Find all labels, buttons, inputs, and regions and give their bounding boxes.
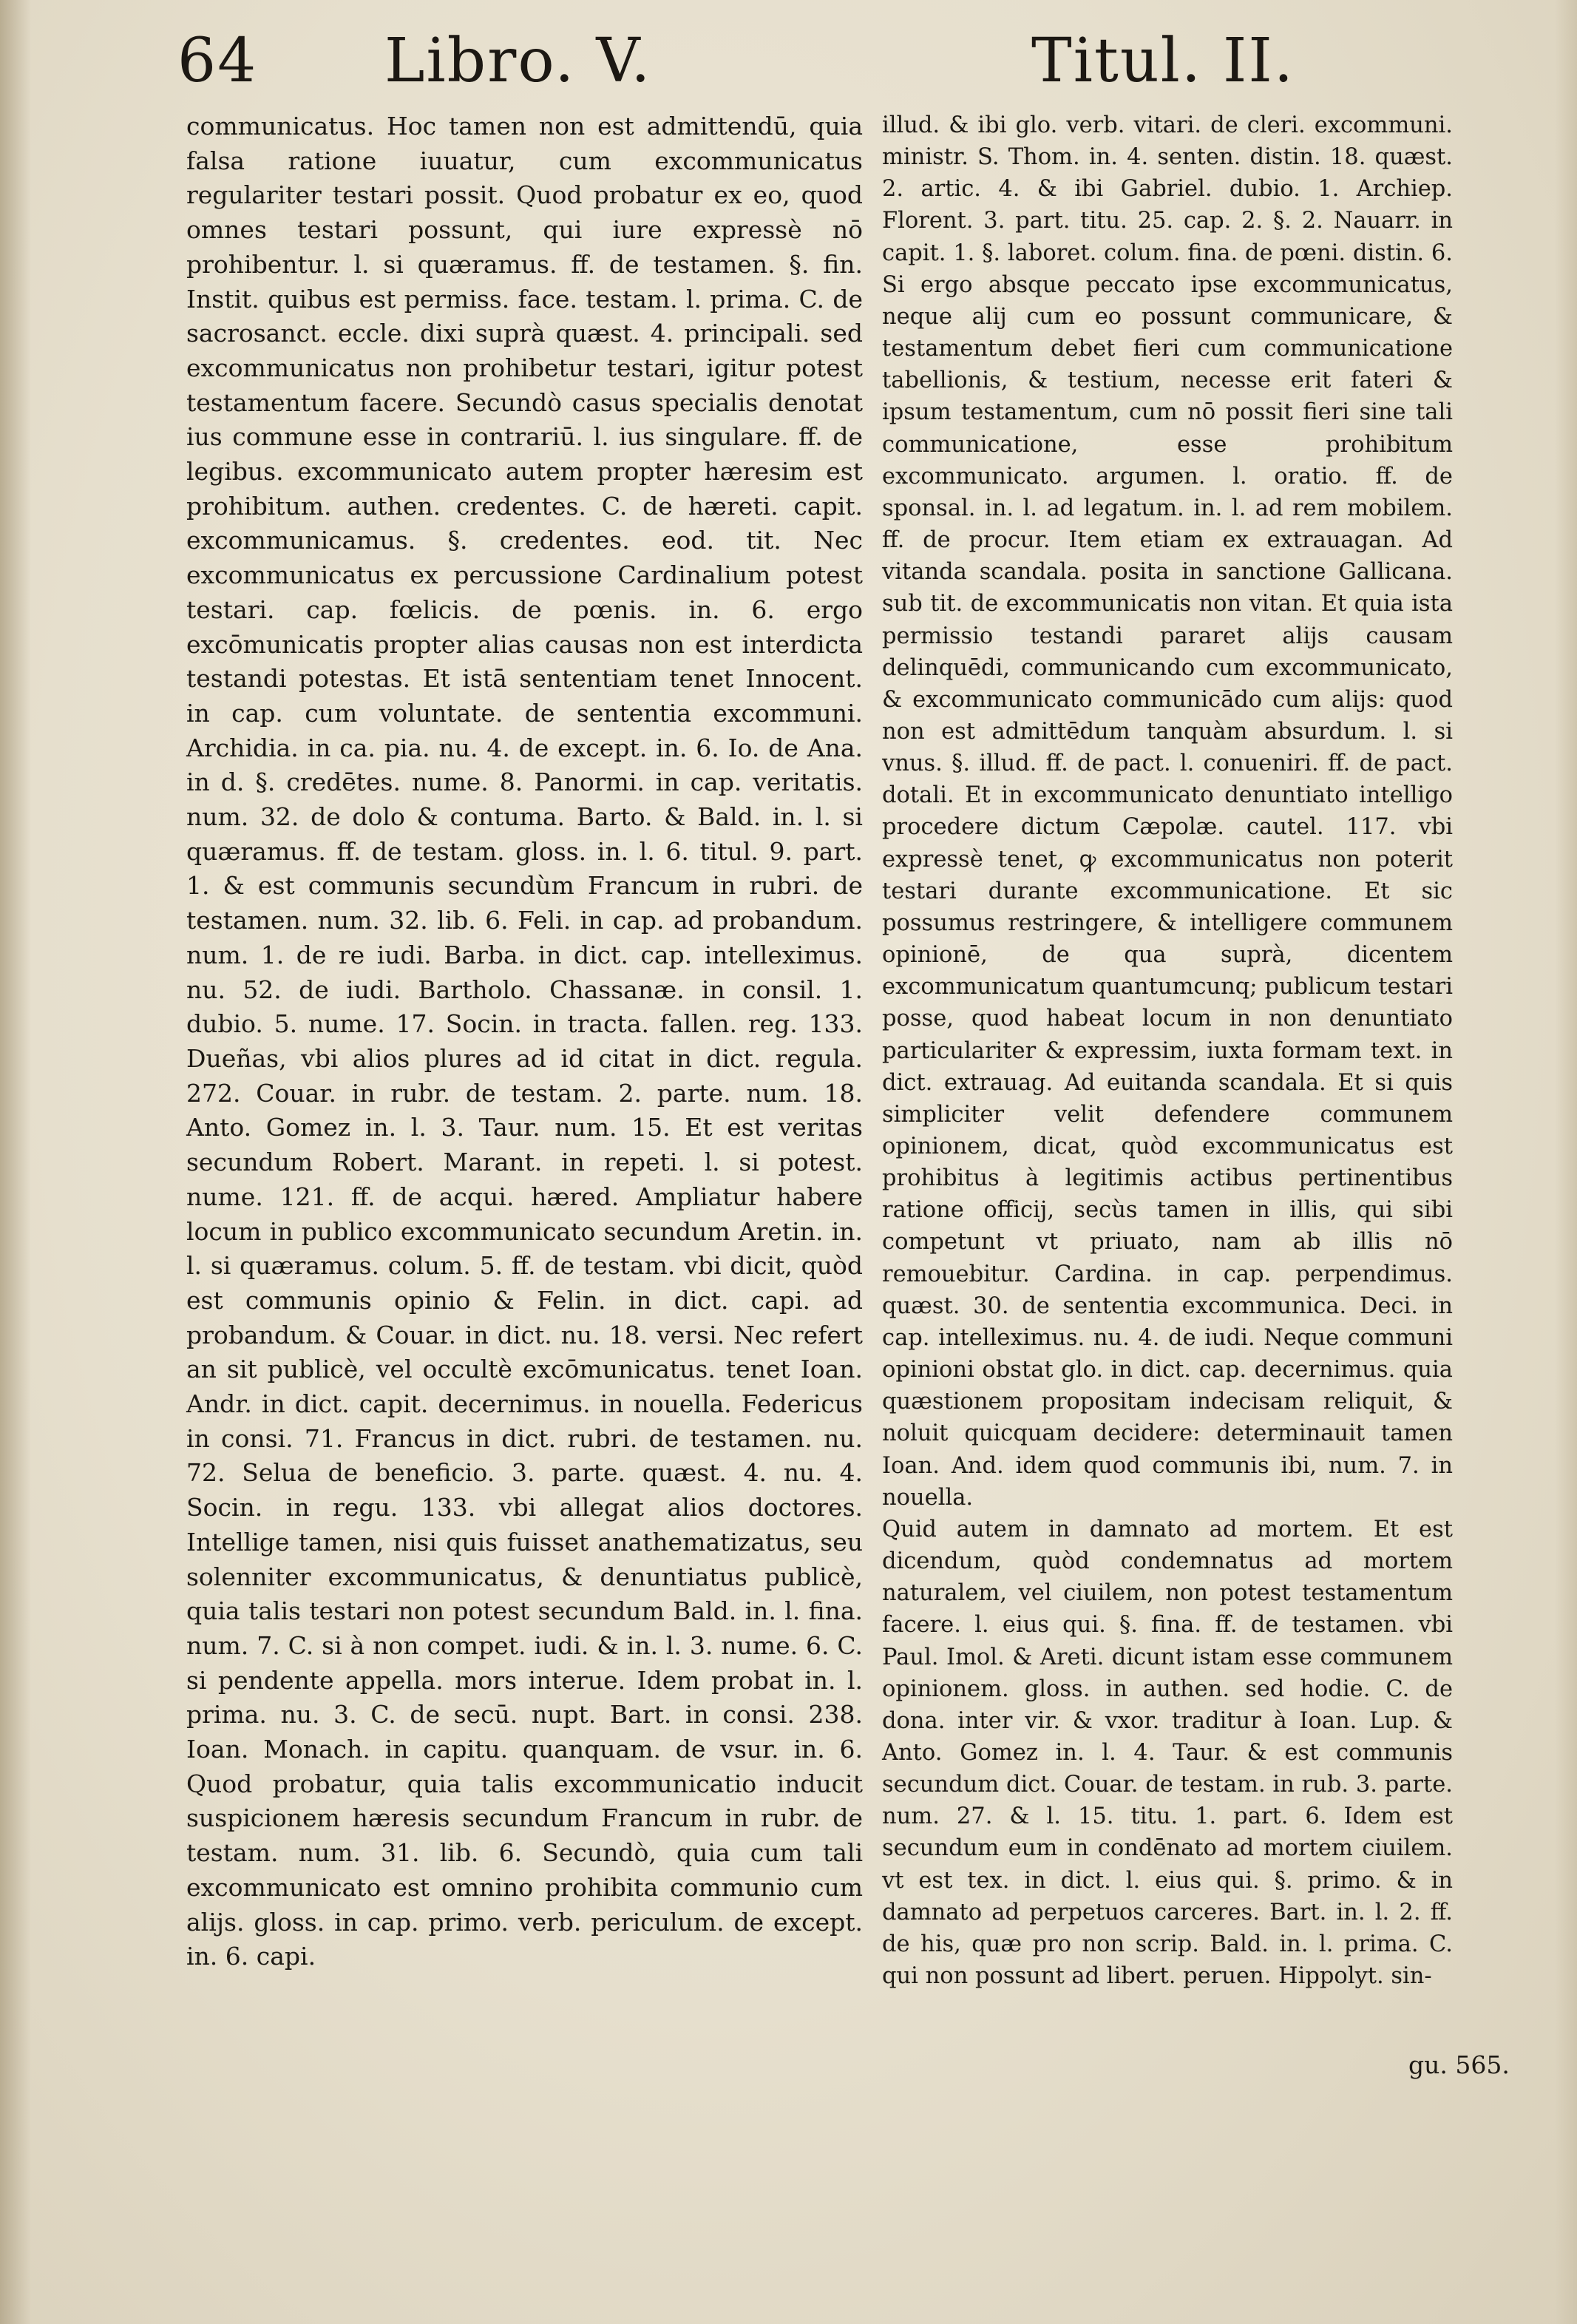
- page-edge: [1555, 0, 1577, 2324]
- right-paragraph: Quid autem in damnato ad mortem. Et est dicendum, quòd condemnatus ad mortem naturalem, vel ciuilem, non potest testamentum facere. l. eius qui. §. fina. ff. de testamen. vbi Paul. Imol. & Areti. dicunt istam esse communem opinionem. gloss. in authen. sed hodie. C. de dona. inter vir. & vxor. traditur à Ioan. Lup. & Anto. Gomez in. l. 4. Taur. & est communis secundum dict. Couar. de testam. in rub. 3. parte. num. 27. & l. 15. titu. 1. part. 6. Idem est secundum eum in condēnato ad mortem ciuilem. vt est tex. in dict. l. eius qui. §. primo. & in damnato ad perpetuos carceres. Bart. in. l. 2. ff. de his, quæ pro non scrip. Bald. in. l. prima. C. qui non possunt ad libert. peruen. Hippolyt. sin-: [882, 1516, 1453, 1990]
- title-heading: Titul. II.: [1031, 26, 1295, 96]
- right-text-column: [882, 109, 1453, 1992]
- left-text-column: [186, 109, 863, 1974]
- catchword: gu. 565.: [1408, 2050, 1510, 2079]
- running-header: [0, 21, 1577, 102]
- left-paragraph: communicatus. Hoc tamen non est admittendū, quia falsa ratione iuuatur, cum excommunicatus regulariter testari possit. Quod probatur ex eo, quod omnes testari possunt, qui iure expressè nō prohibentur. l. si quæramus. ff. de testamen. §. fin. Instit. quibus est permiss. face. testam. l. prima. C. de sacrosanct. eccle. dixi suprà quæst. 4. principali. sed excommunicatus non prohibetur testari, igitur potest testamentum facere. Secundò casus specialis denotat ius commune esse in contrariū. l. ius singulare. ff. de legibus. excommunicato autem propter hæresim est prohibitum. authen. credentes. C. de hæreti. capit. excommunicamus. §. credentes. eod. tit. Nec excommunicatus ex percussione Cardinalium potest testari. cap. fœlicis. de pœnis. in. 6. ergo excōmunicatis propter alias causas non est interdicta testandi potestas. Et istā sententiam tenet Innocent. in cap. cum voluntate. de sententia excommuni. Archidia. in ca. pia. nu. 4. de except. in. 6. Io. de Ana. in d. §. credētes. nume. 8. Panormi. in cap. veritatis. num. 32. de dolo & contuma. Barto. & Bald. in. l. si quæramus. ff. de testam. gloss. in. l. 6. titul. 9. part. 1. & est communis secundùm Francum in rubri. de testamen. num. 32. lib. 6. Feli. in cap. ad probandum. num. 1. de re iudi. Barba. in dict. cap. intelleximus. nu. 52. de iudi. Bartholo. Chassanæ. in consil. 1. dubio. 5. nume. 17. Socin. in tracta. fallen. reg. 133. Dueñas, vbi alios plures ad id citat in dict. regula. 272. Couar. in rubr. de testam. 2. parte. num. 18. Anto. Gomez in. l. 3. Taur. num. 15. Et est veritas secundum Robert. Marant. in repeti. l. si potest. nume. 121. ff. de acqui. hæred. Ampliatur habere locum in publico excommunicato secundum Aretin. in. l. si quæramus. colum. 5. ff. de testam. vbi dicit, quòd est communis opinio & Felin. in dict. capi. ad probandum. & Couar. in dict. nu. 18. versi. Nec refert an sit publicè, vel occultè excōmunicatus. tenet Ioan. Andr. in dict. capit. decernimus. in nouella. Federicus in consi. 71. Francus in dict. rubri. de testamen. nu. 72. Selua de beneficio. 3. parte. quæst. 4. nu. 4. Socin. in regu. 133. vbi allegat alios doctores. Intellige tamen, nisi quis fuisset anathematizatus, seu solenniter excommunicatus, & denuntiatus publicè, quia talis testari non potest secundum Bald. in. l. fina. num. 7. C. si à non compet. iudi. & in. l. 3. nume. 6. C. si pendente appella. mors interue. Idem probat in. l. prima. nu. 3. C. de secū. nupt. Bart. in consi. 238. Ioan. Monach. in capitu. quanquam. de vsur. in. 6. Quod probatur, quia talis excommunicatio inducit suspicionem hæresis secundum Francum in rubr. de testam. num. 31. lib. 6. Secundò, quia cum tali excommunicato est omnino prohibita communio cum alijs. gloss. in cap. primo. verb. periculum. de except. in. 6. capi.: [186, 112, 863, 1971]
- book-heading: Libro. V.: [384, 26, 652, 96]
- binding-gutter: [0, 0, 31, 2324]
- right-paragraph: illud. & ibi glo. verb. vitari. de cleri. excommuni. ministr. S. Thom. in. 4. senten. distin. 18. quæst. 2. artic. 4. & ibi Gabriel. dubio. 1. Archiep. Florent. 3. part. titu. 25. cap. 2. §. 2. Nauarr. in capit. 1. §. laboret. colum. fina. de pœni. distin. 6. Si ergo absque peccato ipse excommunicatus, neque alij cum eo possunt communicare, & testamentum debet fieri cum communicatione tabellionis, & testium, necesse erit fateri & ipsum testamentum, cum nō possit fieri sine tali communicatione, esse prohibitum excommunicato. argumen. l. oratio. ff. de sponsal. in. l. ad legatum. in. l. ad rem mobilem. ff. de procur. Item etiam ex extrauagan. Ad vitanda scandala. posita in sanctione Gallicana. sub tit. de excommunicatis non vitan. Et quia ista permissio testandi pararet alijs causam delinquēdi, communicando cum excommunicato, & excommunicato communicādo cum alijs: quod non est admittēdum tanquàm absurdum. l. si vnus. §. illud. ff. de pact. l. conueniri. ff. de pact. dotali. Et in excommunicato denuntiato intelligo procedere dictum Cæpolæ. cautel. 117. vbi expressè tenet, ꝙ excommunicatus non poterit testari durante excommunicatione. Et sic possumus restringere, & intelligere communem opinionē, de qua suprà, dicentem excommunicatum quantumcunq; publicum testari posse, quod habeat locum in non denuntiato particulariter & expressim, iuxta formam text. in dict. extrauag. Ad euitanda scandala. Et si quis simpliciter velit defendere communem opinionem, dicat, quòd excommunicatus est prohibitus à legitimis actibus pertinentibus ratione officij, secùs tamen in illis, qui sibi competunt vt priuato, nam ab illis nō remouebitur. Cardina. in cap. perpendimus. quæst. 30. de sententia excommunica. Deci. in cap. intelleximus. nu. 4. de iudi. Neque communi opinioni obstat glo. in dict. cap. decernimus. quia quæstionem propositam indecisam reliquit, & noluit quicquam decidere: determinauit tamen Ioan. And. idem quod communis ibi, num. 7. in nouella.: [882, 112, 1453, 1511]
- page-number: 64: [177, 26, 258, 96]
